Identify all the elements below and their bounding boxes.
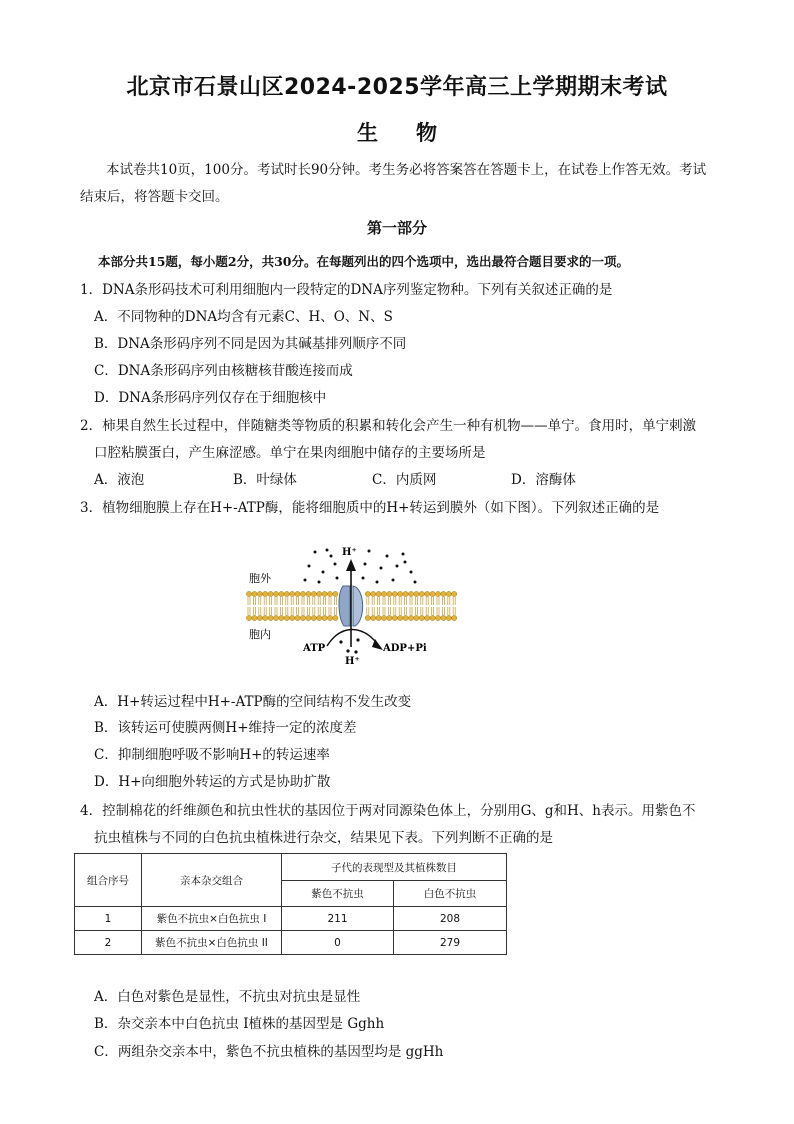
atp-label: ATP <box>303 643 326 654</box>
membrane-diagram <box>245 542 460 667</box>
header-offspring: 子代的表现型及其植株数目 <box>282 854 507 881</box>
section-title: 第一部分 <box>366 219 427 237</box>
row-1-white: 208 <box>394 907 507 931</box>
exam-instructions: 本试卷共10页，100分。考试时长90分钟。考生务必将答案答在答题卡上，在试卷上作答无效。考试结束后，将答题卡交回。 <box>80 162 707 205</box>
exam-title: 北京市石景山区2024-2025学年高三上学期期末考试 <box>126 75 668 100</box>
inside-label: 胞内 <box>249 628 271 641</box>
proton-dots-outside <box>304 549 417 584</box>
question-1-option-a: A．不同物种的DNA均含有元素C、H、O、N、S <box>94 309 393 325</box>
row-1-cross: 紫色不抗虫×白色抗虫 I <box>142 907 282 931</box>
arrow-head-right <box>372 639 383 650</box>
h-label-top: H⁺ <box>342 547 357 558</box>
question-3-stem: 3．植物细胞膜上存在H+-ATP酶，能将细胞质中的H+转运到膜外（如下图）。下列叙述正确的是 <box>80 500 660 516</box>
question-1-option-c: C．DNA条形码序列由核糖核苷酸连接而成 <box>94 363 353 379</box>
header-purple-non-resistant: 紫色不抗虫 <box>282 881 394 907</box>
row-2-purple: 0 <box>282 931 394 955</box>
question-2-options <box>94 468 650 488</box>
question-4-stem: 4．控制棉花的纤维颜色和抗虫性状的基因位于两对同源染色体上，分别用G、g和H、h表示。用紫色不 <box>80 803 696 819</box>
table-row <box>75 931 507 955</box>
question-1-stem: 1．DNA条形码技术可利用细胞内一段特定的DNA序列鉴定物种。下列有关叙述正确的是 <box>80 282 613 298</box>
exam-subject: 生物 <box>357 121 475 145</box>
question-4-option-c: C．两组杂交亲本中，紫色不抗虫植株的基因型均是 ggHh <box>94 1044 444 1060</box>
question-2-stem-continued: 口腔粘膜蛋白，产生麻涩感。单宁在果肉细胞中储存的主要场所是 <box>94 445 486 461</box>
question-4-option-a: A．白色对紫色是显性，不抗虫对抗虫是显性 <box>94 989 361 1005</box>
adp-label: ADP+Pi <box>383 643 427 654</box>
atpase-protein-left <box>339 586 350 626</box>
question-2-option-d: D．溶酶体 <box>511 472 576 488</box>
cross-results-table <box>74 853 507 955</box>
question-3-option-c: C．抑制细胞呼吸不影响H+的转运速率 <box>94 747 330 763</box>
question-2-stem: 2．柿果自然生长过程中，伴随糖类等物质的积累和转化会产生一种有机物——单宁。食用时，单宁刺激 <box>80 418 697 434</box>
row-2-cross: 紫色不抗虫×白色抗虫 II <box>142 931 282 955</box>
question-1-option-d: D．DNA条形码序列仅存在于细胞核中 <box>94 390 327 406</box>
question-2-option-b: B．叶绿体 <box>233 472 297 488</box>
row-2-white: 279 <box>394 931 507 955</box>
question-3-option-d: D．H+向细胞外转运的方式是协助扩散 <box>94 774 331 790</box>
question-4-stem-continued: 抗虫植株与不同的白色抗虫植株进行杂交，结果见下表。下列判断不正确的是 <box>94 830 553 846</box>
question-3-option-b: B．该转运可使膜两侧H+维持一定的浓度差 <box>94 720 357 736</box>
row-2-id: 2 <box>75 931 142 955</box>
question-2-option-a: A．液泡 <box>94 472 145 488</box>
outside-label: 胞外 <box>249 572 271 585</box>
question-2-option-c: C．内质网 <box>372 472 437 488</box>
question-3-option-a: A．H+转运过程中H+-ATP酶的空间结构不发生改变 <box>94 694 412 710</box>
header-parent-cross: 亲本杂交组合 <box>142 854 282 907</box>
row-1-purple: 211 <box>282 907 394 931</box>
header-group-number: 组合序号 <box>75 854 142 907</box>
arrow-head-up <box>346 559 356 571</box>
atpase-protein-right <box>353 586 363 626</box>
membrane-figure <box>245 542 460 667</box>
section-instruction: 本部分共15题，每小题2分，共30分。在每题列出的四个选项中，选出最符合题目要求的一项。 <box>98 254 629 269</box>
question-1-option-b: B．DNA条形码序列不同是因为其碱基排列顺序不同 <box>94 336 407 352</box>
header-white-non-resistant: 白色不抗虫 <box>394 881 507 907</box>
h-label-bottom: H⁺ <box>345 656 360 667</box>
question-4-option-b: B．杂交亲本中白色抗虫 I植株的基因型是 Gghh <box>94 1016 385 1032</box>
atp-hydrolysis-arrow <box>327 630 379 647</box>
row-1-id: 1 <box>75 907 142 931</box>
table-row <box>75 907 507 931</box>
